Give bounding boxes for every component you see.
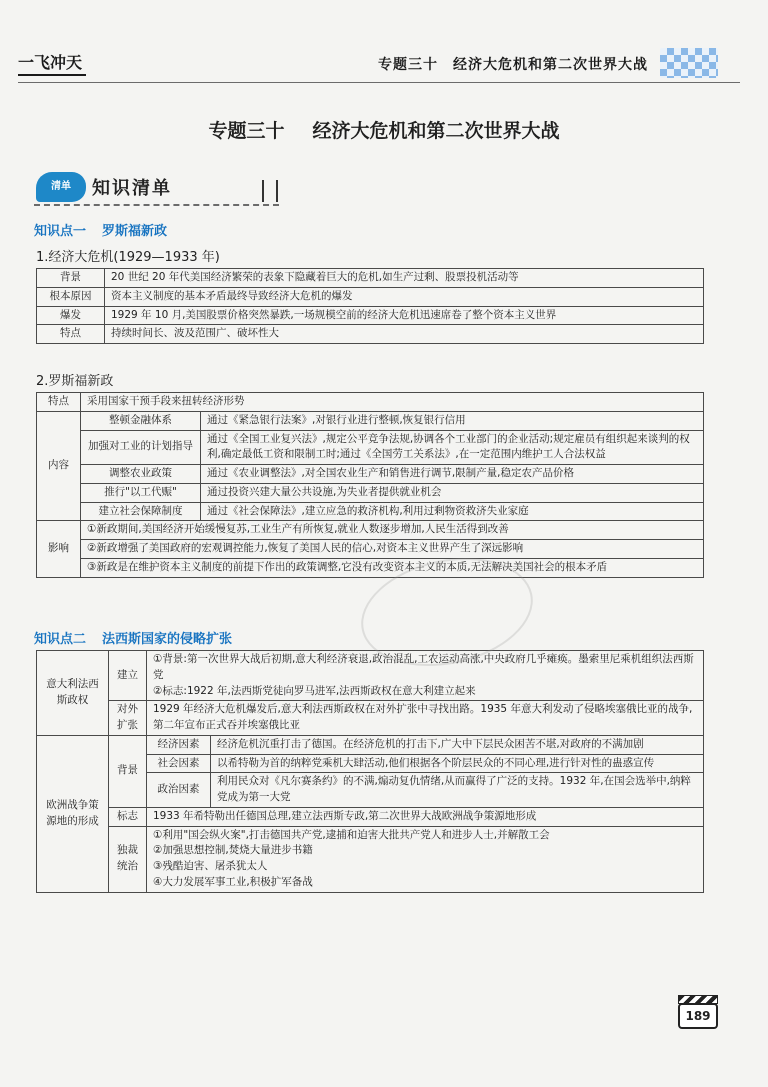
table-row: 社会因素 以希特勒为首的纳粹党乘机大肆活动,他们根据各个阶层民众的不同心理,进行针对性的蛊惑宣传 (37, 754, 704, 773)
table-row: 调整农业政策 通过《农业调整法》,对全国农业生产和销售进行调节,限制产量,稳定农产品价格 (37, 465, 704, 484)
table-row: ③新政是在维护资本主义制度的前提下作出的政策调整,它没有改变资本主义的本质,无法解决美国社会的根本矛盾 (37, 558, 704, 577)
table-row: 背景 20 世纪 20 年代美国经济繁荣的表象下隐藏着巨大的危机,如生产过剩、股票投机活动等 (37, 269, 704, 288)
running-title: 专题三十 经济大危机和第二次世界大战 (378, 57, 648, 73)
table-row: 爆发 1929 年 10 月,美国股票价格突然暴跌,一场规模空前的经济大危机迅速席卷了整个资本主义世界 (37, 306, 704, 325)
fascism-table (36, 650, 704, 893)
page-title (0, 116, 768, 143)
checker-decoration-icon (660, 48, 718, 78)
crisis-table (36, 268, 704, 344)
table-row: 政治因素 利用民众对《凡尔赛条约》的不满,煽动复仇情绪,从而赢得了广泛的支持。1932 年,在国会选举中,纳粹党成为第一大党 (37, 773, 704, 808)
topic-number: 专题三十 (208, 120, 285, 142)
table-row: 独裁统治 ①利用"国会纵火案",打击德国共产党,逮捕和迫害大批共产党人和进步人士,并解散工会 ②加强思想控制,焚烧大量进步书籍 ③残酷迫害、屠杀犹太人 ④大力发展军事工业,积极扩军备战 (37, 826, 704, 892)
table-row: 欧洲战争策源地的形成 背景 经济因素 经济危机沉重打击了德国。在经济危机的打击下,广大中下层民众困苦不堪,对政府的不满加剧 (37, 735, 704, 754)
table-row: 加强对工业的计划指导 通过《全国工业复兴法》,规定公平竞争法规,协调各个工业部门的企业活动;规定雇员有组织起来谈判的权利,确定最低工资和限制工时;通过《全国劳工关系法》,在一定范围内维护工人合法权益 (37, 430, 704, 465)
knowledge-badge-icon: 清单 (36, 172, 86, 202)
table-row: 推行"以工代赈" 通过投资兴建大量公共设施,为失业者提供就业机会 (37, 483, 704, 502)
table-row: 标志 1933 年希特勒出任德国总理,建立法西斯专政,第二次世界大战欧洲战争策源地形成 (37, 807, 704, 826)
page-number: 189 (678, 1003, 718, 1029)
table-row: ②新政增强了美国政府的宏观调控能力,恢复了美国人民的信心,对资本主义世界产生了深远影响 (37, 540, 704, 559)
table-row: 意大利法西斯政权 建立 ①背景:第一次世界大战后初期,意大利经济衰退,政治混乱,工农运动高涨,中央政府几乎瘫痪。墨索里尼乘机组织法西斯党 ②标志:1922 年,法西斯党徒向罗马进军,法西斯政权在意大利建立起来 (37, 651, 704, 701)
table-row: 内容 整顿金融体系 通过《紧急银行法案》,对银行业进行整顿,恢复银行信用 (37, 411, 704, 430)
double-bar-icon (262, 180, 278, 202)
table-row: 根本原因 资本主义制度的基本矛盾最终导致经济大危机的爆发 (37, 287, 704, 306)
topic-subject: 经济大危机和第二次世界大战 (312, 120, 560, 142)
table-row: 建立社会保障制度 通过《社会保障法》,建立应急的救济机构,利用过剩物资救济失业家庭 (37, 502, 704, 521)
section-heading-2: 知识点二 法西斯国家的侵略扩张 (34, 632, 233, 647)
table-row: 特点 持续时间长、波及范围广、破坏性大 (37, 325, 704, 344)
table-row: 影响 ①新政期间,美国经济开始缓慢复苏,工业生产有所恢复,就业人数逐步增加,人民生活得到改善 (37, 521, 704, 540)
table-row: 对外扩张 1929 年经济大危机爆发后,意大利法西斯政权在对外扩张中寻找出路。1935 年意大利发动了侵略埃塞俄比亚的战争,第二年宣布正式吞并埃塞俄比亚 (37, 701, 704, 736)
knowledge-list-title: 知识清单 (92, 178, 172, 199)
newdeal-table (36, 392, 704, 578)
subheading-newdeal: 2.罗斯福新政 (36, 374, 114, 389)
table-row: 特点 采用国家干预手段来扭转经济形势 (37, 393, 704, 412)
brand-logo: 一飞冲天 (18, 50, 82, 73)
subheading-crisis: 1.经济大危机(1929—1933 年) (36, 250, 220, 265)
section-heading-1: 知识点一 罗斯福新政 (34, 224, 168, 239)
